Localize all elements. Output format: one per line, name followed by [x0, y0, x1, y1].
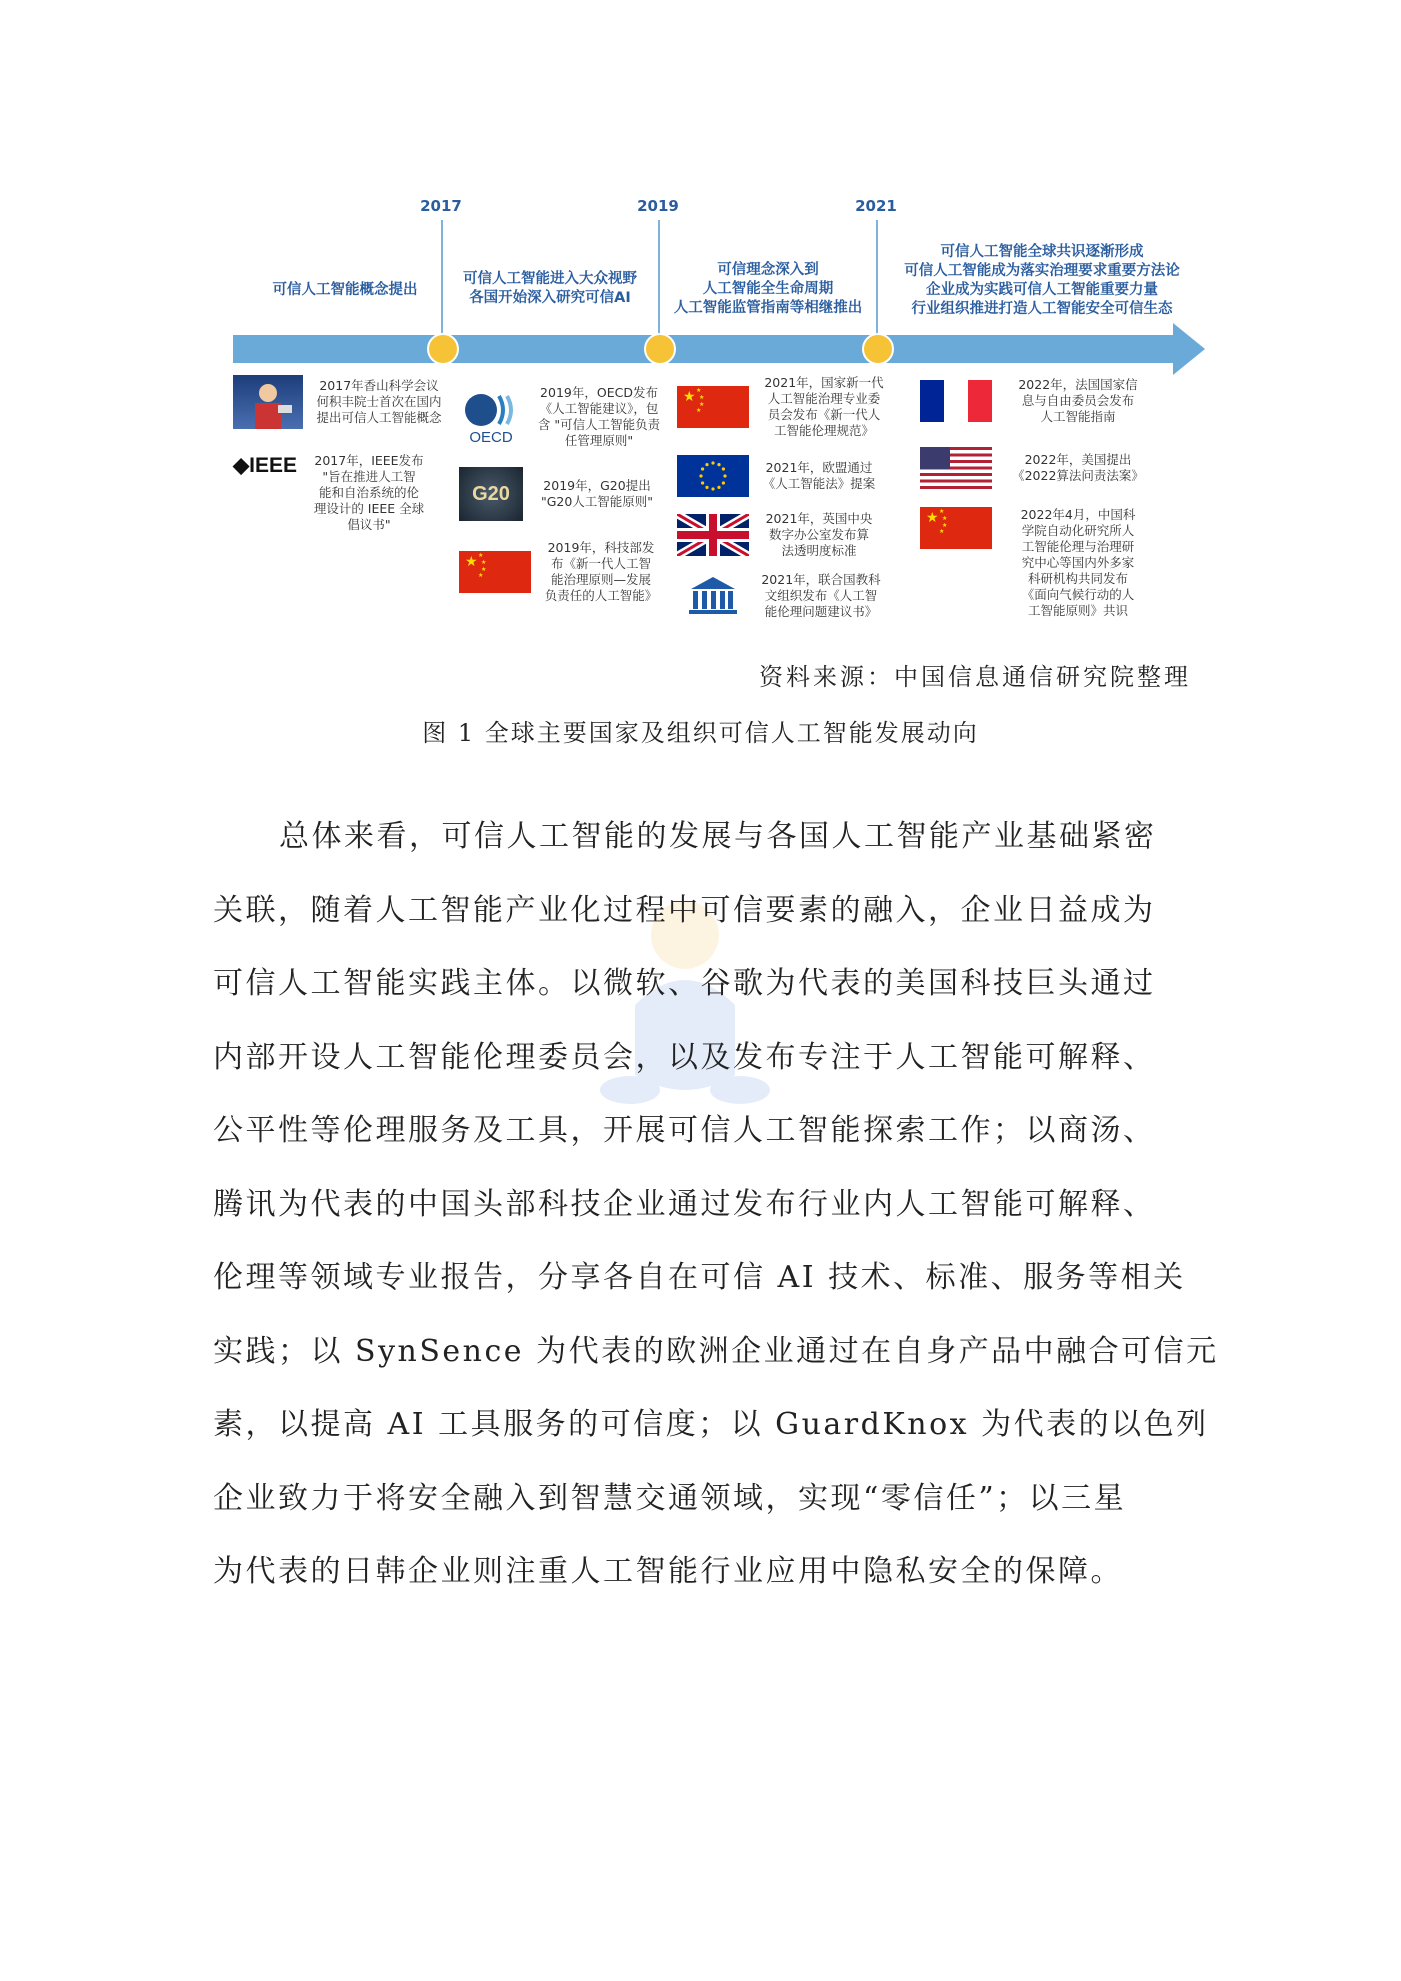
china-flag-icon: ★ ★ ★ ★ ★ — [677, 386, 749, 428]
paragraph-line: 内部开设人工智能伦理委员会，以及发布专注于人工智能可解释、 — [213, 1039, 1156, 1075]
event-2017-ieee — [233, 453, 429, 533]
figure-caption: 图 1 全球主要国家及组织可信人工智能发展动向 — [422, 719, 979, 747]
year-label: 2017 — [420, 197, 462, 215]
paragraph-line: 关联，随着人工智能产业化过程中可信要素的融入，企业日益成为 — [213, 892, 1156, 928]
timeline-figure — [225, 185, 1210, 640]
event-text: 2019年，OECD发布 《人工智能建议》，包 含 "可信人工智能负责 任管理原则" — [537, 385, 661, 448]
event-text: 2021年，联合国教科 文组织发布《人工智 能伦理问题建议书》 — [761, 572, 881, 619]
event-2021-unesco — [677, 572, 885, 620]
event-text: 2022年4月，中国科 学院自动化研究所人 工智能伦理与治理研 究中心等国内外多家 科研机构共同发布 《面向气候行动的人 工智能原则》共识 — [1020, 507, 1136, 618]
phase-heading: 可信人工智能进入大众视野 各国开始深入研究可信AI — [463, 271, 637, 306]
event-text: 2021年，国家新一代 人工智能治理专业委 员会发布《新一代人 工智能伦理规范》 — [764, 375, 884, 438]
timeline-arrow-head — [1173, 323, 1205, 375]
photo-icon — [233, 375, 303, 429]
paragraph-line: 可信人工智能实践主体。以微软、谷歌为代表的美国科技巨头通过 — [213, 966, 1156, 1001]
event-2019-oecd — [459, 385, 669, 449]
event-text: 2022年，法国国家信 息与自由委员会发布 人工智能指南 — [1018, 377, 1138, 424]
g20-logo-text: G20 — [472, 482, 510, 505]
paragraph-line: 为代表的日韩企业则注重人工智能行业应用中隐私安全的保障。 — [213, 1554, 1123, 1589]
year-label: 2019 — [637, 197, 679, 215]
paragraph-line: 素，以提高 AI 工具服务的可信度；以 GuardKnox 为代表的以色列 — [213, 1407, 1209, 1442]
oecd-logo-text: OECD — [469, 429, 513, 446]
event-text: 2022年，美国提出 《2022算法问责法案》 — [1012, 452, 1144, 483]
g20-logo — [459, 467, 523, 521]
event-text: 2021年，英国中央 数字办公室发布算 法透明度标准 — [765, 511, 873, 558]
event-text: 2019年，G20提出 "G20人工智能原则" — [540, 478, 654, 509]
ieee-logo: ◆IEEE — [233, 454, 298, 477]
event-2022-casia — [920, 507, 1146, 619]
source-caption: 资料来源：中国信息通信研究院整理 — [759, 663, 1191, 691]
usa-flag-icon — [920, 447, 992, 489]
event-2021-uk — [677, 511, 879, 559]
france-flag-icon — [920, 380, 992, 422]
paragraph-line: 伦理等领域专业报告，分享各自在可信 AI 技术、标准、服务等相关 — [213, 1260, 1186, 1295]
phase-heading: 可信人工智能概念提出 — [272, 282, 418, 298]
timeline-marker — [862, 333, 894, 365]
paragraph-line: 企业致力于将安全融入到智慧交通领域，实现“零信任”；以三星 — [213, 1480, 1127, 1516]
event-2022-france — [920, 377, 1146, 425]
event-text: 2019年，科技部发 布《新一代人工智 能治理原则—发展 负责任的人工智能》 — [544, 540, 658, 603]
paragraph-line: 公平性等伦理服务及工具，开展可信人工智能探索工作；以商汤、 — [213, 1113, 1156, 1148]
event-text: 2017年香山科学会议 何积丰院士首次在国内 提出可信人工智能概念 — [316, 378, 442, 425]
event-2019-most — [459, 540, 663, 604]
eu-flag-icon — [677, 455, 749, 497]
unesco-logo-icon — [677, 573, 749, 619]
phase-heading: 可信理念深入到 人工智能全生命周期 人工智能监管指南等相继推出 — [673, 262, 863, 316]
china-flag-icon: ★ ★ ★ ★ ★ — [920, 507, 992, 549]
year-label: 2021 — [855, 197, 897, 215]
china-flag-icon: ★ ★ ★ ★ ★ — [459, 551, 531, 593]
timeline-arrow — [233, 335, 1173, 363]
paragraph-line: 实践；以 SynSence 为代表的欧洲企业通过在自身产品中融合可信元 — [213, 1333, 1219, 1369]
event-2022-usa — [920, 447, 1146, 489]
event-2021-eu — [677, 455, 879, 497]
body-paragraph — [213, 800, 1219, 1609]
phase-heading: 可信人工智能全球共识逐渐形成 可信人工智能成为落实治理要求重要方法论 企业成为实践可信人工智能重要力量 行业组织推进打造人工智能安全可信生态 — [904, 244, 1180, 317]
event-text: 2017年，IEEE发布 "旨在推进人工智 能和自治系统的伦 理设计的 IEEE 全球 倡议书" — [313, 453, 425, 532]
paragraph-line: 总体来看，可信人工智能的发展与各国人工智能产业基础紧密 — [279, 819, 1157, 854]
timeline-marker — [644, 333, 676, 365]
event-text: 2021年，欧盟通过 《人工智能法》提案 — [762, 460, 876, 491]
oecd-logo — [459, 388, 523, 446]
uk-flag-icon — [677, 514, 749, 556]
timeline-marker — [427, 333, 459, 365]
paragraph-line: 腾讯为代表的中国头部科技企业通过发布行业内人工智能可解释、 — [213, 1186, 1156, 1222]
event-2017-xiangshan — [233, 375, 449, 429]
event-2019-g20 — [459, 467, 657, 521]
event-2021-china — [677, 375, 893, 439]
